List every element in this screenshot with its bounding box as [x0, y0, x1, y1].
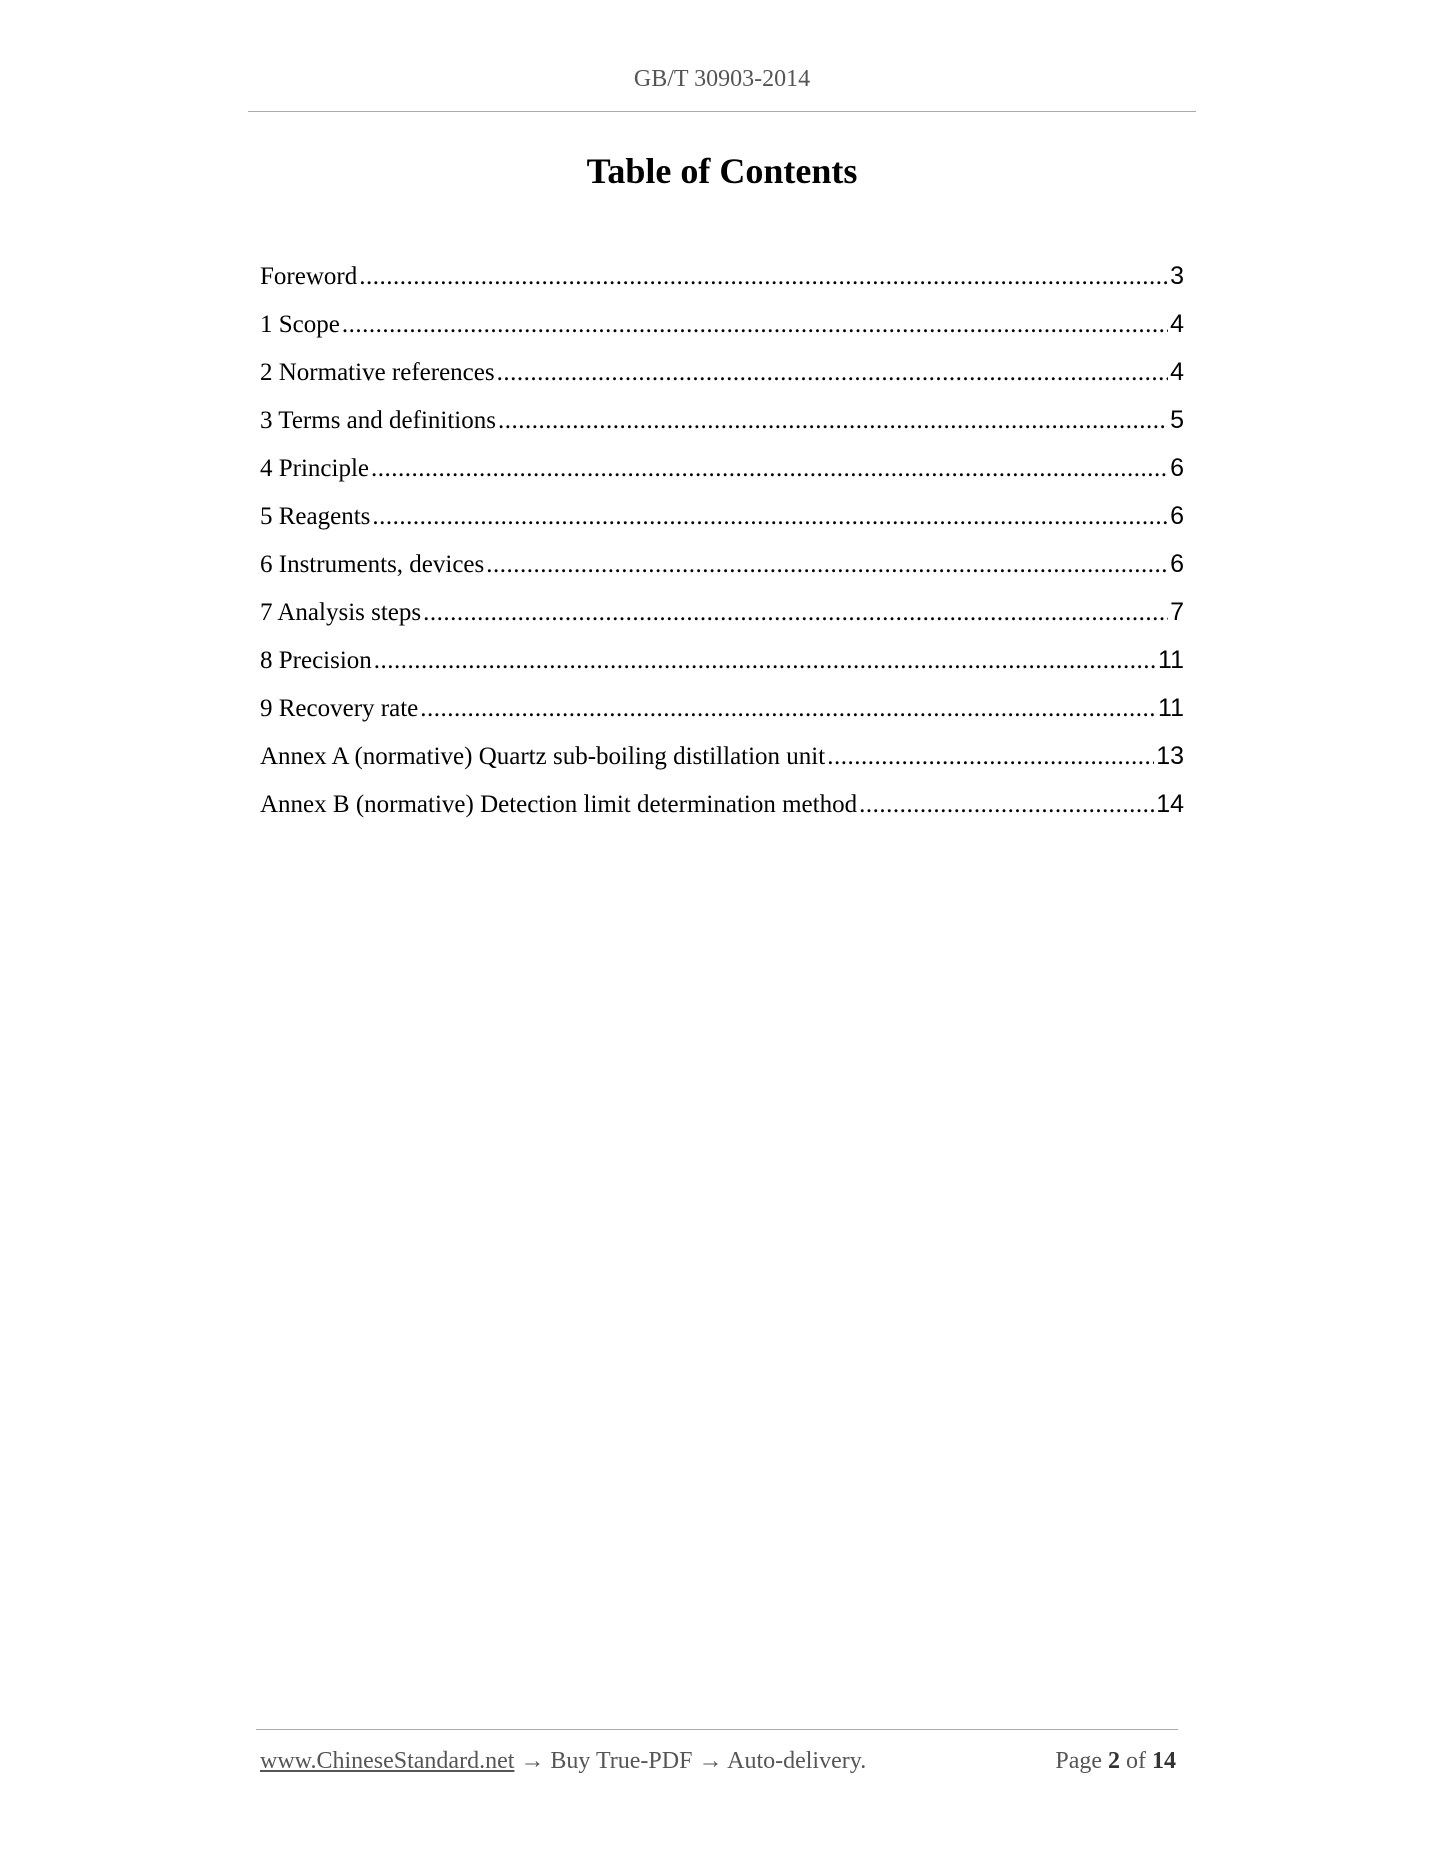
toc-entry-scope[interactable]: [260, 304, 1184, 352]
toc-entry-label: 5 Reagents: [260, 503, 371, 530]
toc-dot-leader: [423, 593, 1168, 633]
toc-entry-label: 6 Instruments, devices: [260, 551, 485, 578]
footer-divider: [256, 1729, 1178, 1730]
footer-promo: [260, 1748, 866, 1775]
toc-entry-label: 2 Normative references: [260, 359, 495, 386]
toc-entry-page: 6: [1170, 550, 1184, 578]
footer-promo-text: → Buy True-PDF → Auto-delivery.: [514, 1748, 867, 1774]
total-pages-number: 14: [1152, 1748, 1176, 1774]
toc-dot-leader: [372, 497, 1168, 537]
toc-entry-page: 4: [1170, 310, 1184, 338]
toc-entry-page: 7: [1170, 598, 1184, 626]
document-footer: [260, 1748, 1176, 1775]
toc-entry-normative-references[interactable]: [260, 352, 1184, 400]
current-page-number: 2: [1108, 1748, 1120, 1774]
toc-entry-label: Annex A (normative) Quartz sub-boiling distillation unit: [260, 743, 826, 770]
toc-entry-label: Annex B (normative) Detection limit determination method: [260, 791, 858, 818]
toc-dot-leader: [420, 689, 1156, 729]
toc-entry-foreword[interactable]: [260, 256, 1184, 304]
toc-dot-leader: [342, 305, 1168, 345]
toc-entry-principle[interactable]: [260, 448, 1184, 496]
toc-entry-page: 14: [1156, 790, 1184, 818]
toc-dot-leader: [371, 449, 1168, 489]
toc-entry-instruments[interactable]: [260, 544, 1184, 592]
header-divider: [248, 111, 1196, 112]
toc-entry-annex-a[interactable]: [260, 736, 1184, 784]
page-prefix: Page: [1055, 1748, 1102, 1774]
toc-entry-analysis-steps[interactable]: [260, 592, 1184, 640]
toc-dot-leader: [498, 401, 1168, 441]
toc-entry-label: 4 Principle: [260, 455, 370, 482]
page-of-label: of: [1126, 1748, 1146, 1774]
toc-entry-label: Foreword: [260, 263, 358, 290]
toc-entry-terms-definitions[interactable]: [260, 400, 1184, 448]
toc-entry-reagents[interactable]: [260, 496, 1184, 544]
toc-dot-leader: [859, 785, 1154, 825]
website-link[interactable]: www.ChineseStandard.net: [260, 1748, 515, 1774]
toc-entry-recovery-rate[interactable]: [260, 688, 1184, 736]
toc-entry-page: 5: [1170, 406, 1184, 434]
page-indicator: [1055, 1748, 1176, 1775]
toc-entry-annex-b[interactable]: [260, 784, 1184, 832]
toc-entry-page: 6: [1170, 454, 1184, 482]
toc-list: [260, 256, 1184, 832]
toc-dot-leader: [359, 257, 1168, 297]
toc-entry-page: 11: [1158, 646, 1184, 674]
toc-dot-leader: [497, 353, 1168, 393]
toc-entry-page: 11: [1158, 694, 1184, 722]
toc-dot-leader: [827, 737, 1154, 777]
toc-entry-page: 6: [1170, 502, 1184, 530]
toc-entry-label: 7 Analysis steps: [260, 599, 422, 626]
toc-entry-label: 8 Precision: [260, 647, 372, 674]
toc-entry-label: 3 Terms and definitions: [260, 407, 496, 434]
toc-dot-leader: [374, 641, 1156, 681]
toc-entry-label: 9 Recovery rate: [260, 695, 419, 722]
page-title: Table of Contents: [586, 151, 858, 191]
toc-entry-label: 1 Scope: [260, 311, 340, 338]
toc-entry-page: 13: [1156, 742, 1184, 770]
toc-dot-leader: [486, 545, 1168, 585]
toc-entry-page: 4: [1170, 358, 1184, 386]
toc-entry-page: 3: [1170, 262, 1184, 290]
toc-entry-precision[interactable]: [260, 640, 1184, 688]
document-header: GB/T 30903-2014: [633, 66, 811, 92]
